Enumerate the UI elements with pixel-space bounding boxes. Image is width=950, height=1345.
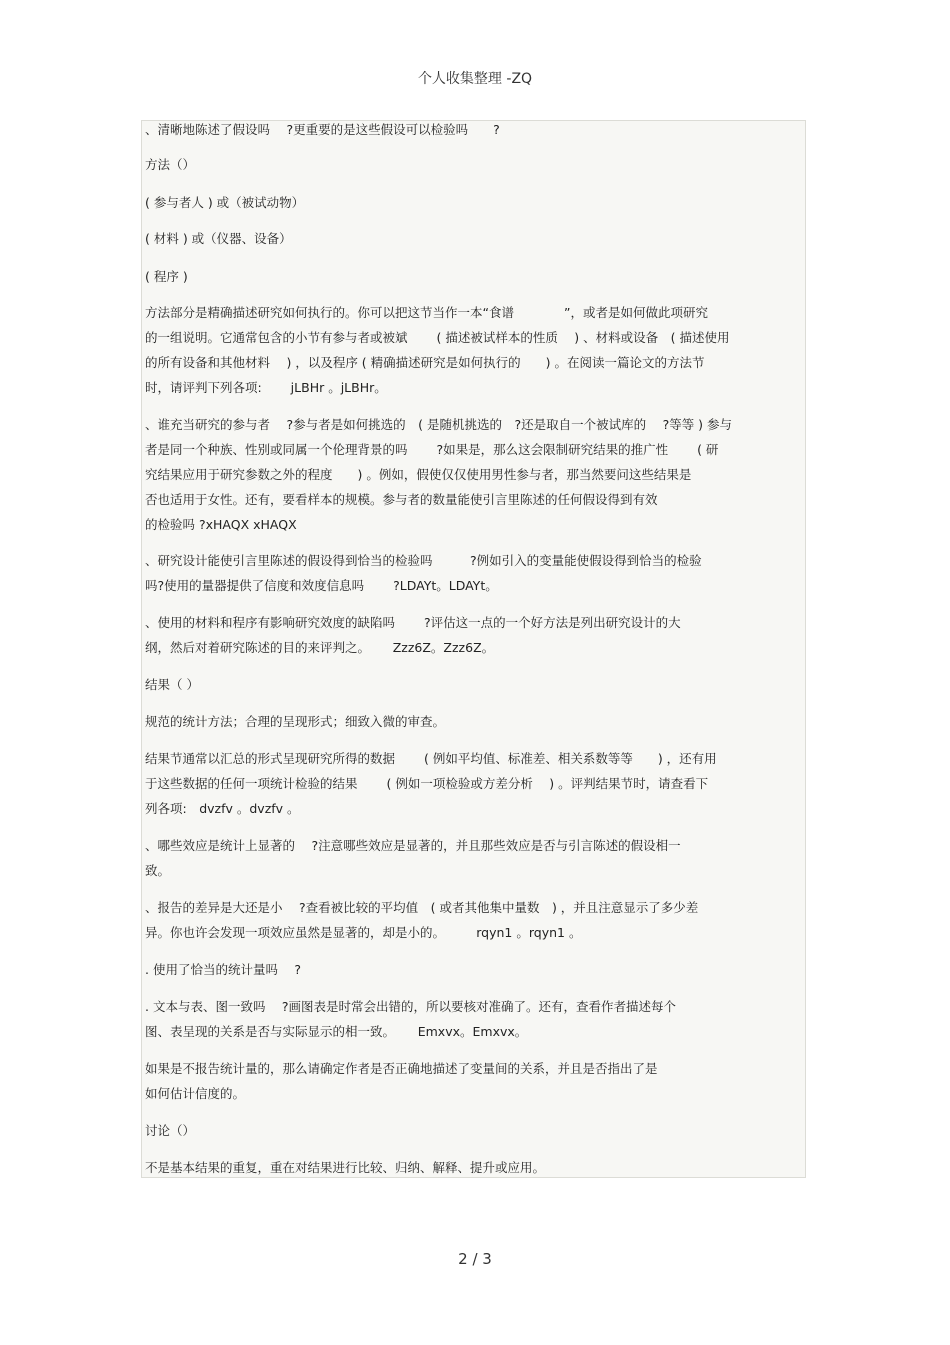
text-line: 图、表呈现的关系是否与实际显示的相一致。 Emxvx。Emxvx。 — [145, 1024, 528, 1039]
text-line: 不是基本结果的重复，重在对结果进行比较、归纳、解释、提升或应用。 — [145, 1160, 546, 1175]
page-header: 个人收集整理 -ZQ — [417, 71, 533, 87]
text-line: 列各项: dvzfv 。dvzfv 。 — [145, 801, 300, 816]
text-line: ( 参与者人 ) 或（被试动物） — [145, 195, 305, 210]
text-line: ( 程序 ) — [145, 269, 188, 284]
text-line: 、哪些效应是统计上显著的 ?注意哪些效应是显著的，并且那些效应是否与引言陈述的假设相一 — [145, 838, 681, 853]
text-line: 、谁充当研究的参与者 ?参与者是如何挑选的 ( 是随机挑选的 ?还是取自一个被试库的 ?等等 ) 参与 — [145, 417, 733, 432]
text-line: 、清晰地陈述了假设吗 ?更重要的是这些假设可以检验吗 ? — [145, 122, 500, 137]
text-line: 否也适用于女性。还有，要看样本的规模。参与者的数量能使引言里陈述的任何假设得到有效 — [145, 492, 658, 507]
text-line: 结果节通常以汇总的形式呈现研究所得的数据 ( 例如平均值、标准差、相关系数等等 ) ，还有用 — [145, 751, 717, 766]
text-line: 究结果应用于研究参数之外的程度 ) 。例如，假使仅仅使用男性参与者，那当然要问这些结果是 — [145, 467, 692, 482]
page-number: 2 / 3 — [458, 1250, 492, 1268]
text-line: . 文本与表、图一致吗 ?画图表是时常会出错的，所以要核对准确了。还有，查看作者描述每个 — [145, 999, 677, 1014]
text-line: 规范的统计方法；合理的呈现形式；细致入微的审查。 — [145, 714, 446, 729]
text-line: 吗?使用的量器提供了信度和效度信息吗 ?LDAYt。LDAYt。 — [145, 578, 498, 593]
text-line: 时，请评判下列各项: jLBHr 。jLBHr。 — [145, 380, 387, 395]
text-line: ( 材料 ) 或（仪器、设备） — [145, 231, 292, 246]
text-line: 方法部分是精确描述研究如何执行的。你可以把这节当作一本“食谱 ”，或者是如何做此项研究 — [145, 305, 708, 320]
text-line: . 使用了恰当的统计量吗 ? — [145, 962, 302, 977]
text-line: 如何估计信度的。 — [145, 1086, 246, 1101]
text-line: 的一组说明。它通常包含的小节有参与者或被斌 ( 描述被试样本的性质 ) 、材料或设备 ( 描述使用 — [145, 330, 730, 345]
text-line: 如果是不报告统计量的，那么请确定作者是否正确地描述了变量间的关系，并且是否指出了是 — [145, 1061, 658, 1076]
text-line: 的检验吗 ?xHAQX xHAQX — [145, 517, 297, 532]
text-line: 、使用的材料和程序有影响研究效度的缺陷吗 ?评估这一点的一个好方法是列出研究设计的大 — [145, 615, 681, 630]
text-line: 的所有设备和其他材料 ) ，以及程序 ( 精确描述研究是如何执行的 ) 。在阅读一篇论文的方法节 — [145, 355, 705, 370]
text-line: 者是同一个种族、性别或同属一个伦理背景的吗 ?如果是，那么这会限制研究结果的推广性 ( 研 — [145, 442, 719, 457]
section-heading-discussion: 讨论（） — [145, 1123, 196, 1138]
section-heading-results: 结果（ ） — [145, 677, 199, 692]
text-line: 于这些数据的任何一项统计检验的结果 ( 例如一项检验或方差分析 ) 。评判结果节时，请查看下 — [145, 776, 709, 791]
text-line: 异。你也许会发现一项效应虽然是显著的，却是小的。 rqyn1 。rqyn1 。 — [145, 925, 582, 940]
section-heading-method: 方法（） — [145, 157, 196, 172]
text-line: 致。 — [145, 863, 171, 878]
document-body — [141, 120, 806, 1178]
text-line: 纲，然后对着研究陈述的目的来评判之。 Zzz6Z。Zzz6Z。 — [145, 640, 495, 655]
text-line: 、研究设计能使引言里陈述的假设得到恰当的检验吗 ?例如引入的变量能使假设得到恰当的检验 — [145, 553, 702, 568]
text-line: 、报告的差异是大还是小 ?查看被比较的平均值 ( 或者其他集中量数 ) ，并且注意显示了多少差 — [145, 900, 699, 915]
